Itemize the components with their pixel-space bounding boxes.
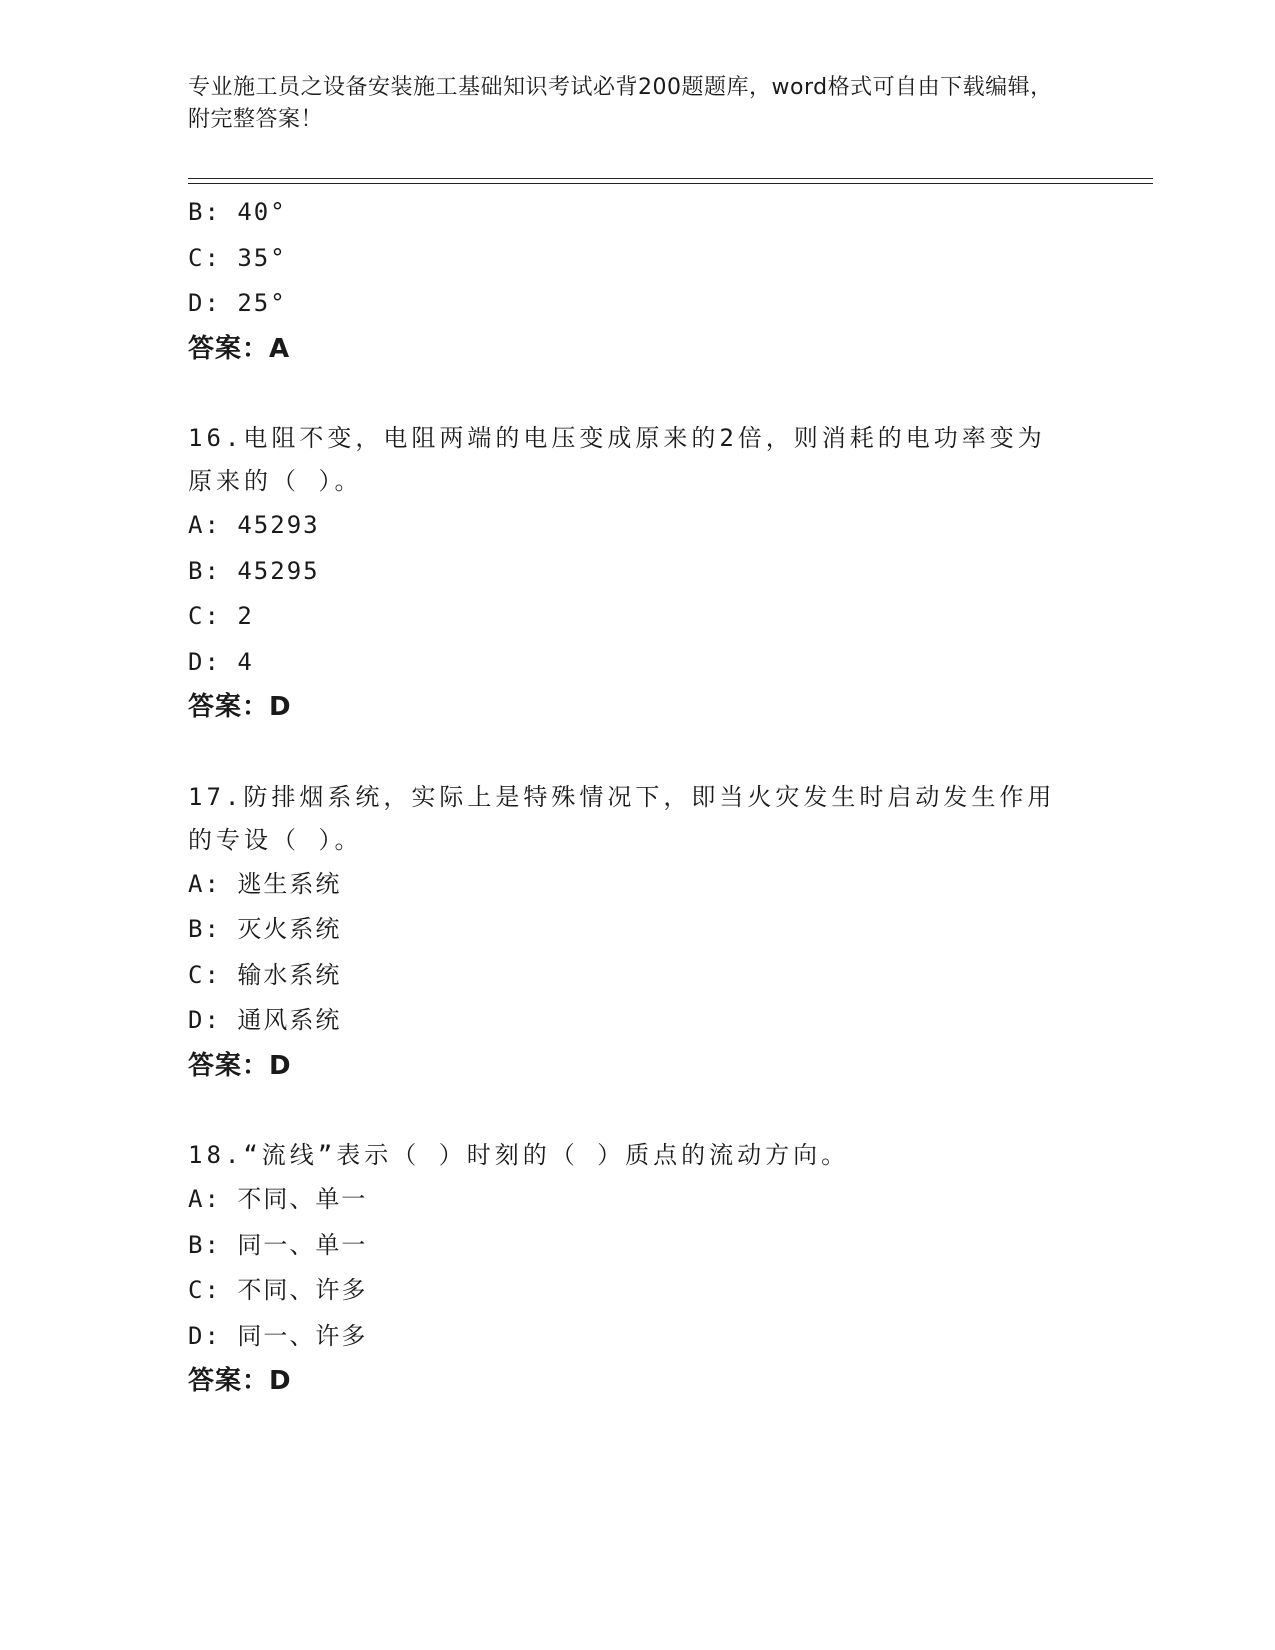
option-b: B: 40° [188,198,287,226]
option-a: A: 逃生系统 [188,869,342,898]
option-a: A: 不同、单一 [188,1185,368,1213]
question-block-17 [188,776,1068,1090]
option-c: C: 2 [188,602,254,630]
answer-line: 答案：A [188,333,291,364]
page-header-title: 专业施工员之设备安装施工基础知识考试必背200题题库，word格式可自由下载编辑，附完整答案！ [188,75,1053,132]
question-text: 17.防排烟系统，实际上是特殊情况下，即当火灾发生时启动发生作用的专设（ ）。 [188,782,1056,854]
question-text: 16.电阻不变，电阻两端的电压变成原来的2倍，则消耗的电功率变为原来的（ ）。 [188,424,1046,495]
question-list [188,190,1068,1405]
option-c: C: 不同、许多 [188,1276,368,1304]
answer-line: 答案：D [188,1366,292,1396]
option-d: D: 通风系统 [188,1006,342,1034]
question-block-18 [188,1134,1068,1405]
header-rule-top [188,178,1153,179]
header-rule-bottom [188,183,1153,184]
option-a: A: 45293 [188,511,320,539]
answer-line: 答案：D [188,692,292,722]
option-b: B: 灭火系统 [188,915,342,943]
option-b: B: 同一、单一 [188,1230,368,1259]
question-block-16 [188,417,1068,731]
option-d: D: 25° [188,289,287,317]
answer-line: 答案：D [188,1050,292,1081]
option-c: C: 35° [188,243,287,272]
option-b: B: 45295 [188,556,320,585]
option-d: D: 4 [188,647,254,676]
question-block-prev [188,190,1068,372]
option-c: C: 输水系统 [188,960,342,989]
question-text: 18.“流线”表示（ ）时刻的（ ）质点的流动方向。 [188,1141,850,1169]
option-d: D: 同一、许多 [188,1321,368,1350]
